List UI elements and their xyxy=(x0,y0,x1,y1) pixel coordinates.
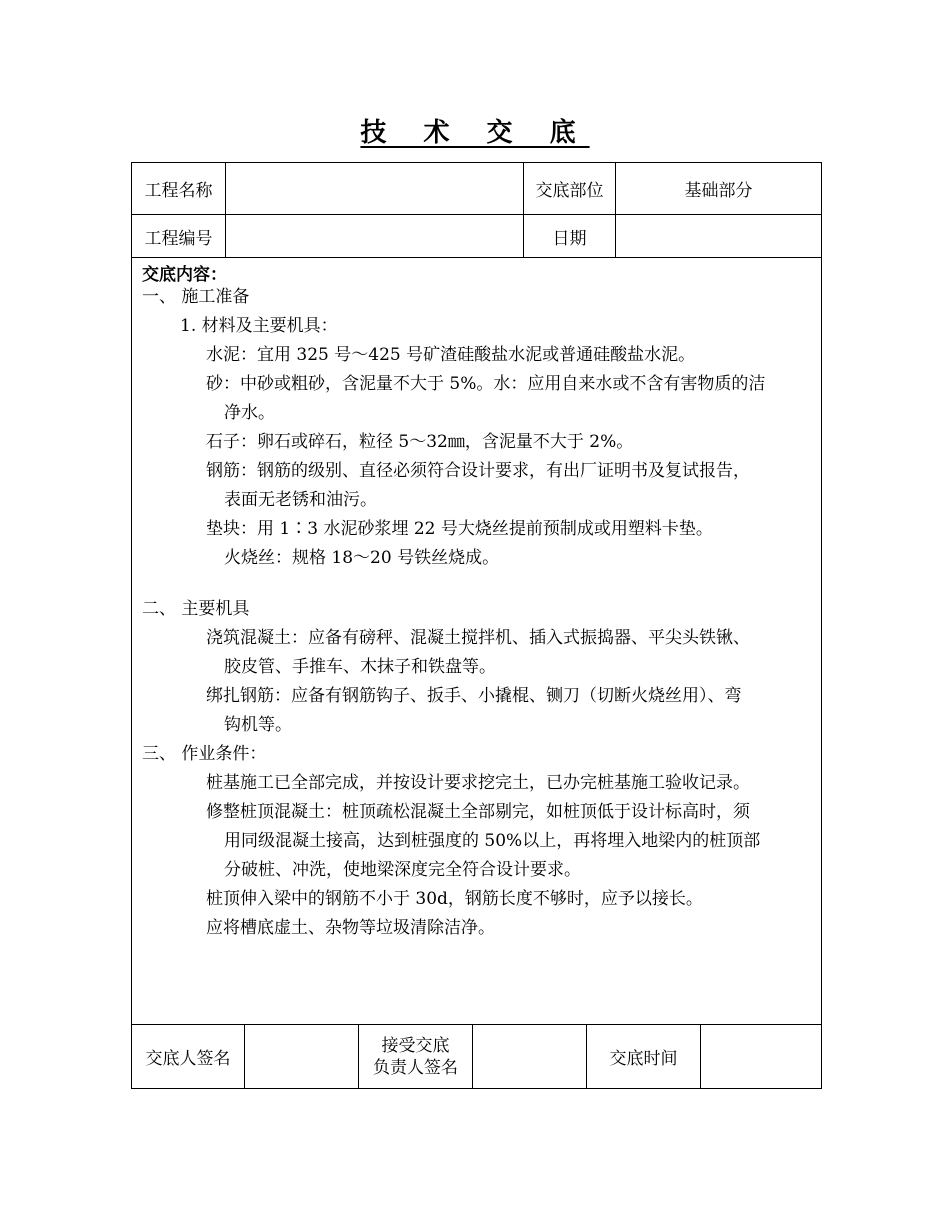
date-field[interactable] xyxy=(616,215,821,257)
content-line: 修整桩顶混凝土：桩顶疏松混凝土全部剔完，如桩顶低于设计标高时，须 xyxy=(206,802,750,822)
content-line: 钩机等。 xyxy=(224,715,292,735)
content-line: 分破桩、冲洗，使地梁深度完全符合设计要求。 xyxy=(224,860,581,880)
content-line: 绑扎钢筋：应备有钢筋钩子、扳手、小撬棍、铡刀（切断火烧丝用）、弯 xyxy=(206,686,742,706)
content-line: 桩基施工已全部完成，并按设计要求挖完土，已办完桩基施工验收记录。 xyxy=(206,773,750,793)
section-heading: 一、 施工准备 xyxy=(142,287,250,307)
disclosure-part-value: 基础部分 xyxy=(684,181,753,201)
project-number-label: 工程编号 xyxy=(144,228,213,249)
disclosure-part-label: 交底部位 xyxy=(535,181,604,201)
disclosure-time-field[interactable] xyxy=(701,1025,821,1088)
project-name-label: 工程名称 xyxy=(144,181,213,201)
content-line: 火烧丝：规格 18～20 号铁丝烧成。 xyxy=(224,548,500,568)
presenter-signature-field[interactable] xyxy=(245,1025,358,1088)
content-line: 净水。 xyxy=(224,403,275,423)
content-line: 钢筋：钢筋的级别、直径必须符合设计要求，有出厂证明书及复试报告， xyxy=(206,461,750,481)
row-divider xyxy=(132,257,821,258)
receiver-label-line2: 负责人签名 xyxy=(373,1057,458,1078)
content-line: 砂：中砂或粗砂，含泥量不大于 5%。水：应用自来水或不含有害物质的洁 xyxy=(206,374,766,394)
disclosure-time-label: 交底时间 xyxy=(609,1049,678,1069)
content-heading: 交底内容： xyxy=(142,265,227,285)
receiver-signature-field[interactable] xyxy=(473,1025,586,1088)
content-line: 桩顶伸入梁中的钢筋不小于 30d，钢筋长度不够时，应予以接长。 xyxy=(206,889,703,909)
disclosure-form xyxy=(131,162,822,1089)
content-line: 用同级混凝土接高，达到桩强度的 50%以上，再将埋入地梁内的桩顶部 xyxy=(224,831,761,851)
section-heading: 三、 作业条件： xyxy=(142,744,267,764)
section-heading: 二、 主要机具 xyxy=(142,599,250,619)
content-line: 胶皮管、手推车、木抹子和铁盘等。 xyxy=(224,657,496,677)
content-line: 石子：卵石或碎石，粒径 5～32㎜，含泥量不大于 2%。 xyxy=(206,432,634,452)
project-number-field[interactable] xyxy=(226,215,531,257)
content-line: 应将槽底虚土、杂物等垃圾清除洁净。 xyxy=(206,918,495,938)
date-label: 日期 xyxy=(552,228,587,249)
receiver-signature-label xyxy=(359,1025,472,1088)
document-title: 技 术 交 底 xyxy=(360,118,590,148)
project-name-field[interactable] xyxy=(226,163,531,214)
content-line: 水泥：宜用 325 号～425 号矿渣硅酸盐水泥或普通硅酸盐水泥。 xyxy=(206,345,696,365)
content-line: 表面无老锈和油污。 xyxy=(224,490,377,510)
content-line: 浇筑混凝土：应备有磅秤、混凝土搅拌机、插入式振捣器、平尖头铁锹、 xyxy=(206,628,750,648)
receiver-label-line1: 接受交底 xyxy=(381,1035,450,1056)
content-line: 垫块：用 1∶3 水泥砂浆埋 22 号大烧丝提前预制成或用塑料卡垫。 xyxy=(206,519,713,539)
presenter-signature-label: 交底人签名 xyxy=(145,1049,231,1069)
subsection-heading: 1. 材料及主要机具： xyxy=(180,316,338,336)
